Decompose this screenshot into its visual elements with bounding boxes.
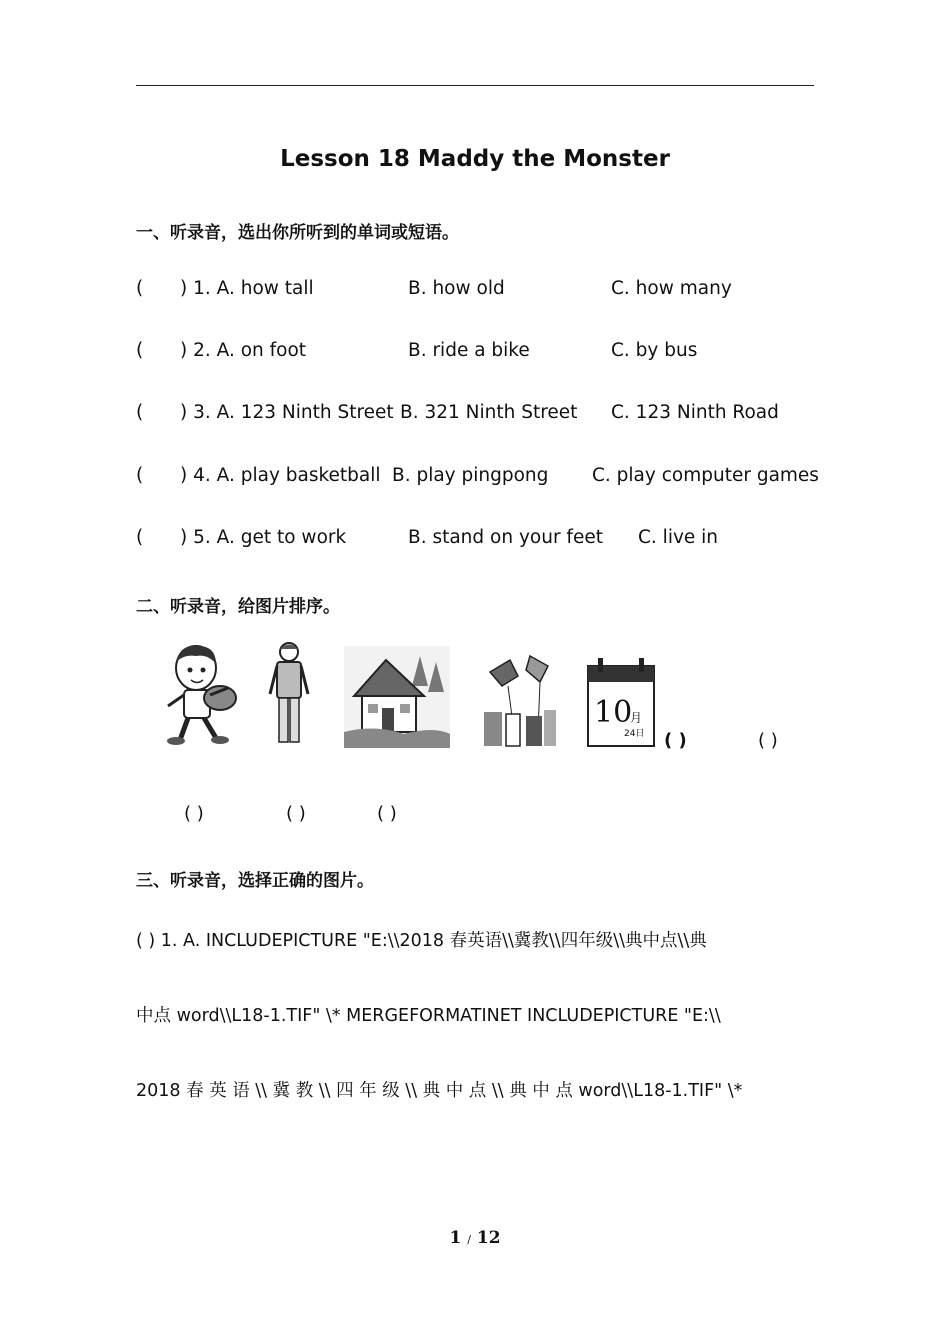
- question-text-line: 2018 春 英 语 \\ 冀 教 \\ 四 年 级 \\ 典 中 点 \\ 典 中 点 word\\L18-1.TIF" \*: [136, 1081, 743, 1101]
- option-b: B. play pingpong: [392, 465, 549, 486]
- answer-paren[interactable]: (: [136, 465, 144, 486]
- section-2-heading: 二、听录音，给图片排序。: [136, 597, 340, 617]
- answer-paren[interactable]: (: [136, 278, 144, 299]
- section-3-heading: 三、听录音，选择正确的图片。: [136, 871, 374, 891]
- order-blank[interactable]: ( ): [377, 803, 397, 824]
- question-row: [136, 278, 816, 308]
- man-standing-picture: [264, 640, 314, 748]
- order-blank[interactable]: ( ): [286, 803, 306, 824]
- option-c: C. 123 Ninth Road: [611, 402, 779, 423]
- answer-paren[interactable]: (: [136, 340, 144, 361]
- answer-paren[interactable]: (: [136, 527, 144, 548]
- option-c: C. how many: [611, 278, 732, 299]
- section-1-heading: 一、听录音，选出你所听到的单词或短语。: [136, 223, 459, 243]
- page-separator: /: [467, 1233, 471, 1246]
- question-row: [136, 340, 816, 370]
- kites-picture: [480, 652, 560, 748]
- option-a: ) 2. A. on foot: [180, 340, 307, 361]
- question-row: [136, 465, 819, 495]
- current-page: 1: [449, 1228, 462, 1248]
- picture-strip: [150, 640, 830, 755]
- option-c: C. by bus: [611, 340, 698, 361]
- question-row: [136, 527, 816, 557]
- calendar-picture: [586, 656, 658, 748]
- boy-with-bag-picture: [158, 640, 248, 748]
- calendar-day: 24日: [624, 729, 645, 739]
- header-rule: [136, 85, 814, 86]
- option-a: ) 1. A. how tall: [180, 278, 314, 299]
- option-b: B. how old: [408, 278, 505, 299]
- option-b: B. stand on your feet: [408, 527, 603, 548]
- option-b: B. ride a bike: [408, 340, 530, 361]
- total-pages: 12: [476, 1228, 501, 1248]
- option-c: C. live in: [638, 527, 719, 548]
- page-title: Lesson 18 Maddy the Monster: [280, 146, 670, 172]
- option-a: ) 5. A. get to work: [180, 527, 347, 548]
- question-text-line: ( ) 1. A. INCLUDEPICTURE "E:\\2018 春英语\\冀教\\四年级\\典中点\\典: [136, 931, 707, 951]
- order-blank[interactable]: ( ): [184, 803, 204, 824]
- calendar-month: 10: [594, 695, 633, 730]
- option-b: B. 321 Ninth Street: [400, 402, 578, 423]
- order-blank[interactable]: ( ): [758, 730, 778, 751]
- question-text-line: 中点 word\\L18-1.TIF" \* MERGEFORMATINET INCLUDEPICTURE "E:\\: [136, 1006, 721, 1026]
- option-c: C. play computer games: [592, 465, 819, 486]
- question-row: [136, 402, 816, 432]
- order-blank[interactable]: ( ): [664, 730, 687, 751]
- option-a: ) 3. A. 123 Ninth Street: [180, 402, 394, 423]
- page-number: [0, 1228, 950, 1248]
- option-a: ) 4. A. play basketball: [180, 465, 381, 486]
- house-picture: [344, 646, 450, 748]
- calendar-month-unit: 月: [630, 711, 643, 725]
- answer-paren[interactable]: (: [136, 402, 144, 423]
